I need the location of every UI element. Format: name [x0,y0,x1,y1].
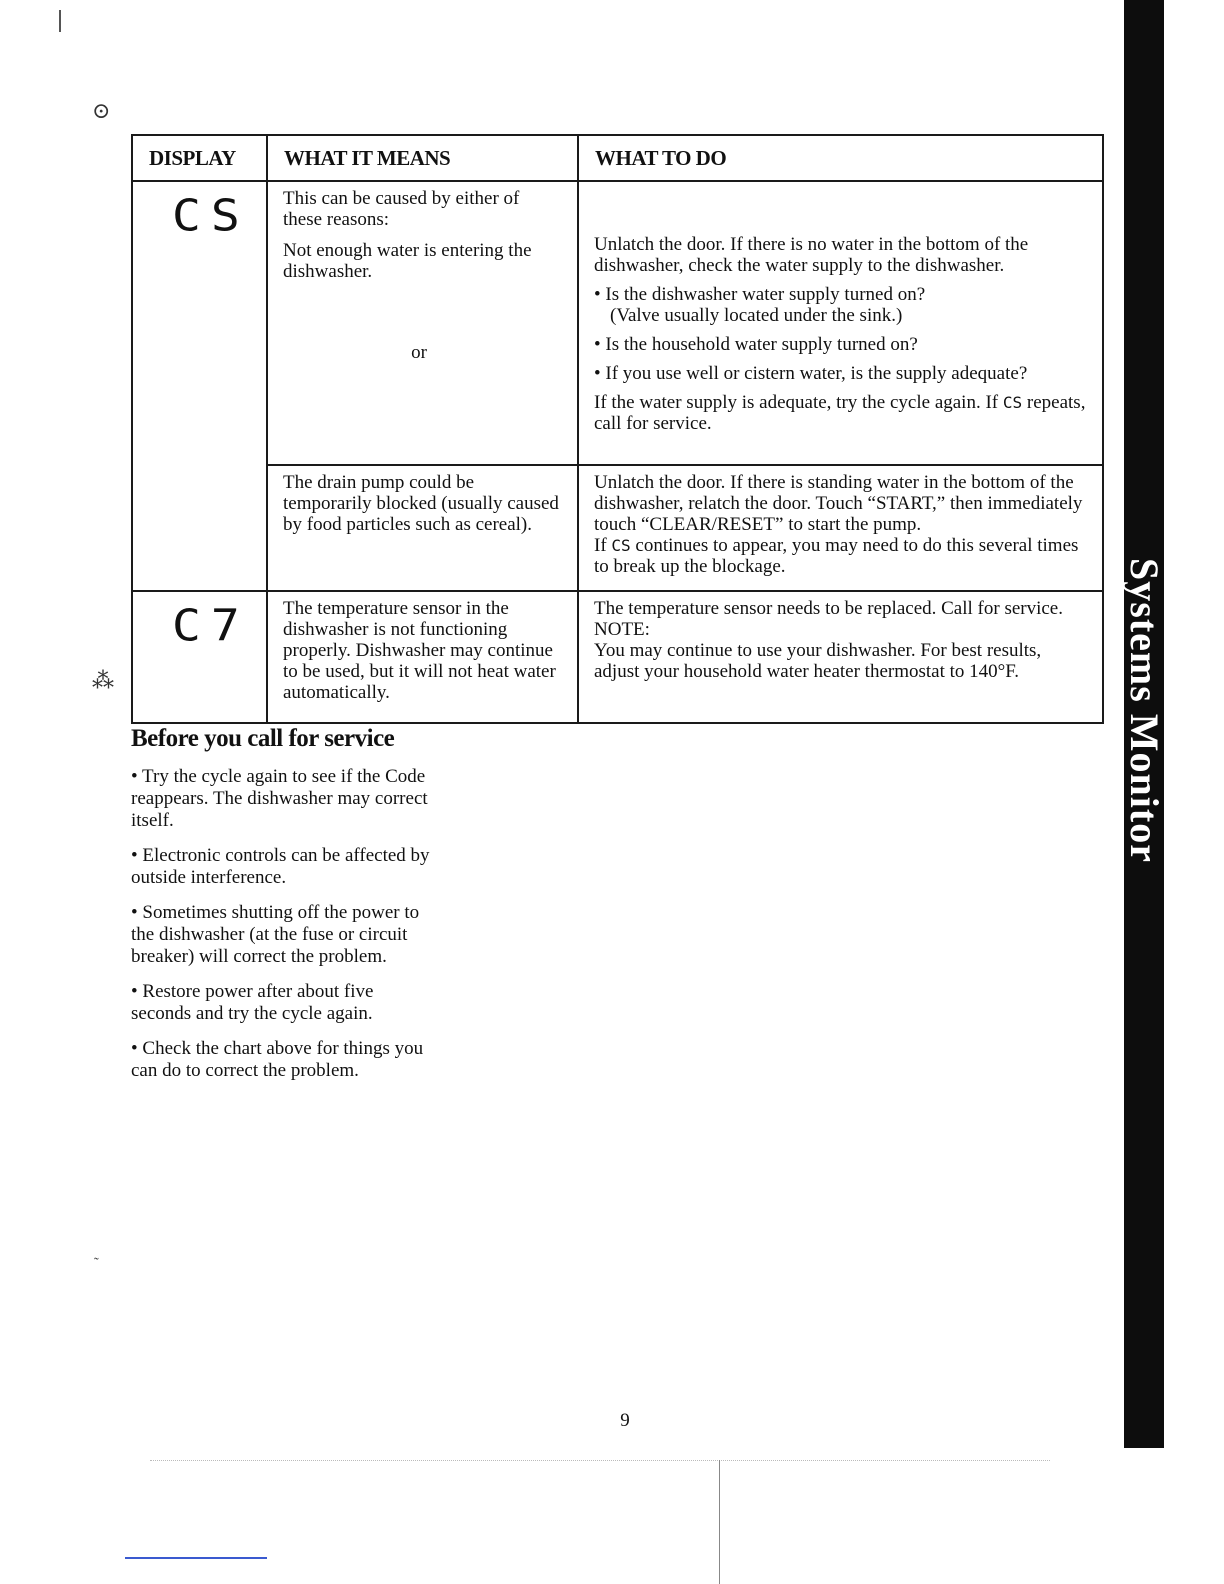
side-tab-label: Systems Monitor [1121,557,1167,863]
means-text: The drain pump could be temporarily blocked (usually caused by food particles such as cereal). [283,472,559,535]
side-tab-label-wrap [1121,557,1167,863]
punch-hole-mark-top: ⊙ [92,98,111,123]
todo-cell [578,591,1103,723]
todo-outro-text-a: If the water supply is adequate, try the cycle again. If [594,392,999,413]
list-item: • Electronic controls can be affected by outside interference. [131,845,430,888]
todo-text: The temperature sensor needs to be replaced. Call for service. [594,598,1063,619]
table-row [132,591,1103,723]
display-cell-cs [132,181,267,465]
means-text: The temperature sensor in the dishwasher is not functioning properly. Dishwasher may continue to be used, but it will not heat water automatically. [283,598,556,703]
list-item: • Restore power after about five seconds and try the cycle again. [131,981,374,1024]
todo-text-post: continues to appear, you may need to do this several times to break up the blockage. [594,535,1079,577]
punch-hole-mark-middle: ⁂ [92,668,114,693]
section-title: Before you call for service [131,725,395,752]
todo-outro-text-b: repeats, call for service. [594,392,1086,434]
note-text: You may continue to use your dishwasher. For best results, adjust your household water heater thermostat to 140°F. [594,640,1042,682]
table-row [132,465,1103,591]
todo-bullet: • Is the household water supply turned on? [594,334,918,355]
means-intro: This can be caused by either of these reasons: [283,188,520,230]
todo-cell [578,181,1103,465]
list-item: • Check the chart above for things you can do to correct the problem. [131,1038,424,1081]
display-code-c7: C7 [172,600,250,652]
scan-vertical-line [719,1460,720,1584]
list-item: • Try the cycle again to see if the Code reappears. The dishwasher may correct itself. [131,766,428,831]
display-cell-cs-continued [132,465,267,591]
means-cell [267,181,578,465]
scan-bottom-line [125,1557,267,1559]
before-you-call-section [131,725,431,1095]
header-what-it-means: WHAT IT MEANS [267,135,578,181]
todo-cell [578,465,1103,591]
todo-text-pre: If [594,535,607,556]
todo-text: Unlatch the door. If there is standing water in the bottom of the dishwasher, relatch the door. Touch “START,” then immediately touch “CLEAR/RESET” to start the pump. [594,472,1083,535]
display-code-cs: CS [172,190,250,242]
table-header-row [132,135,1103,181]
table-row [132,181,1103,465]
error-code-table [131,134,1104,724]
todo-intro: Unlatch the door. If there is no water in the bottom of the dishwasher, check the water supply to the dishwasher. [594,234,1029,276]
display-cell-c7 [132,591,267,723]
todo-outro [594,392,1088,434]
todo-text-continued [594,535,1088,577]
header-what-to-do: WHAT TO DO [578,135,1103,181]
header-display: DISPLAY [132,135,267,181]
todo-bullet: • Is the dishwasher water supply turned on? [594,284,926,305]
note-label: NOTE: [594,619,650,640]
means-cell [267,591,578,723]
todo-bullet-note: (Valve usually located under the sink.) [610,305,903,326]
inline-code-cs: CS [611,536,631,555]
scan-dotted-line [150,1460,1050,1462]
or-separator: or [411,342,427,363]
means-text: Not enough water is entering the dishwasher. [283,240,532,282]
scan-mark-top [59,10,61,32]
page-number: 9 [620,1410,630,1431]
means-cell [267,465,578,591]
todo-bullet: • If you use well or cistern water, is the supply adequate? [594,363,1028,384]
list-item: • Sometimes shutting off the power to the dishwasher (at the fuse or circuit breaker) will correct the problem. [131,902,420,967]
punch-hole-mark-bottom: ˜ [94,1256,99,1271]
inline-code-cs: CS [1002,393,1023,412]
